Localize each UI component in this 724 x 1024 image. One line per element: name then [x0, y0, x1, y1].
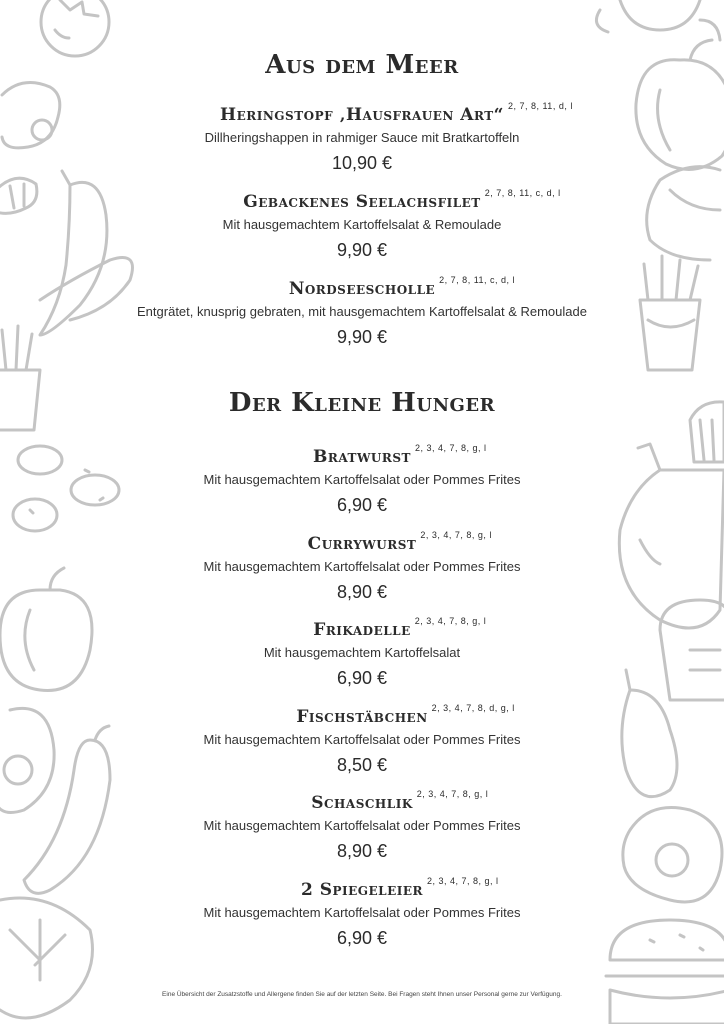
item-price: 8,50 € [336, 755, 388, 775]
allergen-codes: 2, 3, 4, 7, 8, g, l [427, 876, 499, 886]
item-name: Heringstopf ‚Hausfrauen Art“ [220, 105, 504, 125]
item-price: 6,90 € [336, 668, 388, 688]
item-description: Mit hausgemachtem Kartoffelsalat & Remoulade [222, 217, 502, 232]
menu-item [0, 275, 724, 349]
item-name: Schaschlik [311, 793, 413, 813]
item-description: Entgrätet, knusprig gebraten, mit hausgemachtem Kartoffelsalat & Remoulade [137, 304, 587, 319]
item-description: Mit hausgemachtem Kartoffelsalat oder Pommes Frites [203, 732, 521, 747]
item-description: Mit hausgemachtem Kartoffelsalat oder Pommes Frites [203, 472, 521, 487]
menu-item [0, 101, 724, 175]
allergen-codes: 2, 3, 4, 7, 8, d, g, l [431, 703, 515, 713]
item-name: Bratwurst [313, 447, 411, 467]
allergen-codes: 2, 3, 4, 7, 8, g, l [414, 616, 487, 626]
item-price: 8,90 € [336, 841, 388, 861]
item-name: Gebackenes Seelachsfilet [243, 192, 481, 212]
allergen-codes: 2, 3, 4, 7, 8, g, l [420, 530, 492, 540]
item-description: Mit hausgemachtem Kartoffelsalat oder Pommes Frites [203, 905, 521, 920]
menu-item [0, 530, 724, 604]
item-price: 6,90 € [336, 928, 388, 948]
menu-item [0, 789, 724, 863]
item-description: Dillheringshappen in rahmiger Sauce mit Bratkartoffeln [204, 130, 520, 145]
section-title: Der Kleine Hunger [228, 388, 496, 418]
menu-item [0, 703, 724, 777]
item-price: 8,90 € [336, 582, 388, 602]
allergen-footnote: Eine Übersicht der Zusatzstoffe und Allergene finden Sie auf der letzten Seite. Bei Fragen steht Ihnen unser Personal gerne zur Verfügung. [162, 991, 562, 998]
section-title: Aus dem Meer [265, 50, 459, 80]
item-name: Fischstäbchen [296, 707, 428, 727]
menu-item [0, 616, 724, 690]
item-price: 10,90 € [331, 153, 393, 173]
item-name: Currywurst [307, 534, 417, 554]
allergen-codes: 2, 3, 4, 7, 8, g, l [414, 443, 487, 453]
allergen-codes: 2, 7, 8, 11, c, d, l [484, 188, 561, 198]
menu-item [0, 188, 724, 262]
item-price: 6,90 € [336, 495, 388, 515]
item-price: 9,90 € [336, 327, 388, 347]
item-description: Mit hausgemachtem Kartoffelsalat [263, 645, 461, 660]
allergen-codes: 2, 3, 4, 7, 8, g, l [416, 789, 489, 799]
allergen-codes: 2, 7, 8, 11, d, l [507, 101, 573, 111]
menu-item [0, 443, 724, 517]
item-price: 9,90 € [336, 240, 388, 260]
allergen-codes: 2, 7, 8, 11, c, d, l [439, 275, 516, 285]
item-name: Frikadelle [313, 620, 411, 640]
item-description: Mit hausgemachtem Kartoffelsalat oder Pommes Frites [203, 818, 521, 833]
item-description: Mit hausgemachtem Kartoffelsalat oder Pommes Frites [203, 559, 521, 574]
item-name: Nordseescholle [288, 279, 436, 299]
item-name: 2 Spiegeleier [300, 880, 424, 900]
menu-item [0, 876, 724, 950]
